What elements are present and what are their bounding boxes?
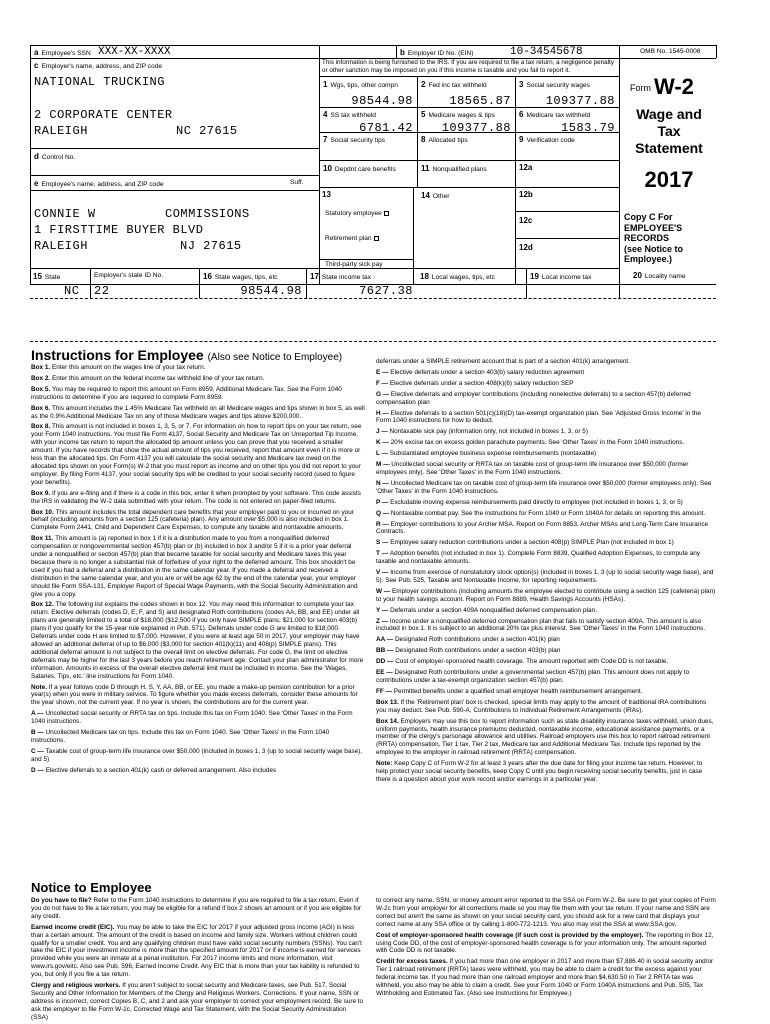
box6-label: 6 Medicare tax withheld [519,110,591,119]
box-d-label: d Control No. [34,152,76,161]
instruction-paragraph: S — Employee salary reduction contributions under a section 408(p) SIMPLE Plan (not included in box 1) [376,539,674,547]
instruction-paragraph: H — Elective deferrals to a section 501(c)(18)(D) tax-exempt organization plan. See 'Adjusted Gross Income' in the Form 1040 instructions for how to deduct. [376,409,701,425]
box12b-label: 12b [519,190,533,199]
instruction-paragraph: K — 20% excise tax on excess golden parachute payments. See 'Other Taxes' in the Form 1040 instructions. [376,439,685,447]
instruction-paragraph: DD — Cost of employer-sponsored health coverage. The amount reported with Code DD is not taxable. [376,658,669,666]
box3-label: 3 Social security wages [519,80,590,89]
tax-year: 2017 [644,167,694,192]
copy-c-notice: Copy C For EMPLOYEE'S RECORDS (see Notice to Employee.) [624,212,684,264]
notice-paragraph: Do you have to file? Refer to the Form 1040 instructions to determine if you are required to file a tax return. Even if you do not have to file a tax return, you may be eligible for a refund if box 2 shows an amount or if you are eligible for any credit. [31,897,362,920]
box4-value: 6781.42 [359,121,413,135]
box-c-label: c Employer's name, address, and ZIP code [34,61,163,70]
box7-label: 7 Social security tips [323,135,386,144]
instruction-paragraph: V — Income from exercise of nonstatutory stock option(s) (included in boxes 1, 3 (up to social security wage base), and 5). See Pub. 525, Taxable and Nontaxable Income, for reporting requirements. [376,569,714,584]
box19-label: 19 Local income tax [530,272,592,281]
instruction-paragraph: Box 12. The following list explains the codes shown in box 12. You may need this information to complete your tax return. Elective deferrals (codes D, E, F, and S) and designated Roth contributions (codes AA, BB, and EE) under all plans are generally limited to a total of $18,000 ($12,500 if you only have SIMPLE plans; $21,000 for section 403(b) plans if you qualify for the 15-year rule explained in Pub. 571). Deferrals under code G are limited to $18,000. Deferrals under code H are limited to $7,000. However, if you were at least age 50 in 2017, your employer may have allowed an additional deferral of up to $6,000 ($3,000 for section 401(k)(11) and 408(p) SIMPLE plans). This additional deferral amount is not subject to the overall limit on elective deferrals. For code G, the limit on elective deferrals may be higher for the last 3 years before you reach retirement age. Contact your plan administrator for more information. Amounts in excess of the overall elective deferral limit must be included in income. See the 'Wages, Salaries, Tips, etc.' line instructions for Form 1040. [31,601,364,680]
notice-title: Notice to Employee [31,880,152,895]
employer-state-zip: NC 27615 [176,124,238,138]
employee-state-zip: NJ 27615 [180,239,242,253]
state-id: 22 [94,284,110,298]
instruction-paragraph: Z — Income under a nonqualified deferred compensation plan that fails to satisfy section 409A. This amount is also included in box 1. It is subject to an additional 20% tax plus interest. See 'Other Taxes' in the Form 1040 instructions. [376,617,706,633]
box8-label: 8 Allocated tips [421,135,468,144]
instruction-paragraph: L — Substantiated employee business expense reimbursements (nontaxable) [376,450,597,458]
instruction-paragraph: C — Taxable cost of group-term life insurance over $50,000 (included in boxes 1, 3 (up to social security wage base), and 5) [31,747,363,763]
notice-left-column [31,897,365,1024]
instructions-left-column [31,364,365,778]
box17-value: 7627.38 [359,284,413,298]
instruction-paragraph: J — Nontaxable sick pay (information only, not included in boxes 1, 3, or 5) [376,428,588,436]
box12d-label: 12d [519,243,533,252]
box5-label: 5 Medicare wages & tips [421,110,495,119]
employer-ein: 10-34545678 [510,46,583,58]
box12a-label: 12a [519,163,533,172]
box1-label: 1 Wgs, tips, other compn [323,80,398,89]
box15-id-label: Employer's state ID No. [94,272,164,279]
instruction-paragraph: Box 2. Enter this amount on the federal income tax withheld line of your tax return. [31,374,265,382]
instruction-paragraph: BB — Designated Roth contributions under a section 403(b) plan [376,647,561,655]
instruction-paragraph: Y — Deferrals under a section 409A nonqualified deferred compensation plan. [376,606,597,614]
employee-address: 1 FIRSTTIME BUYER BLVD [34,223,204,237]
instruction-paragraph: T — Adoption benefits (not included in box 1). Complete Form 8839, Qualified Adoption Expenses, to compute any taxable and nontaxable amounts. [376,550,700,566]
instruction-paragraph: R — Employer contributions to your Archer MSA. Report on Form 8853, Archer MSAs and Long-Term Care Insurance Contracts. [376,520,709,536]
third-party-sick-pay-checkbox[interactable]: Third-party sick pay [325,261,383,268]
instruction-paragraph: Box 14. Employers may use this box to report information such as state disability insurance taxes withheld, union dues, uniform payments, health insurance premiums deducted, nontaxable income, educational assistance payments, or a member of the clergy's parsonage allowance and utilities. Railroad employers use this box to report railroad retirement (RRTA) compensation, Tier 1 tax, Tier 2 tax, Medicare tax and Additional Medicare Tax. Include tips reported by the employee to the employer in railroad retirement (RRTA) compensation. [376,717,714,757]
box9-label: 9 Verification code [519,135,575,144]
box11-label: 11 Nonqualified plans [421,164,487,173]
suff-label: Suff. [290,179,304,186]
box2-label: 2 Fed inc tax withheld [421,80,487,89]
box14-label: 14 Other [421,191,450,200]
instruction-paragraph: B — Uncollected Medicare tax on tips. Include this tax on Form 1040. See 'Other Taxes' in the Form 1040 instructions. [31,729,330,744]
box6-value: 1583.79 [561,121,615,135]
employee-company: COMMISSIONS [165,207,250,221]
instruction-paragraph: deferrals under a SIMPLE retirement account that is part of a section 401(k) arrangement. [376,358,630,365]
box18-label: 18 Local wages, tips, etc [420,272,495,281]
instructions-right-column [376,358,716,787]
omb-number: OMB No. 1545-0008 [640,48,701,55]
box12c-label: 12c [519,216,533,225]
notice-paragraph: Cost of employer-sponsored health coverage (if such cost is provided by the employer). The reporting in Box 12, using Code DD, of the cost of employer-sponsored health coverage is for your information only. The amount reported with Code DD is not taxable. [376,931,714,955]
box5-value: 109377.88 [441,121,511,135]
instruction-paragraph: AA — Designated Roth contributions under a section 401(k) plan [376,636,560,644]
box1-value: 98544.98 [351,94,413,108]
instruction-paragraph: N — Uncollected Medicare tax on taxable cost of group-term life insurance over $50,000 (former employees only). See 'Other Taxes' in the Form 1040 instructions. [376,479,712,495]
box-a-label: a Employee's SSN [34,48,91,57]
instruction-paragraph: Box 1. Enter this amount on the wages line of your tax return. [31,364,206,371]
notice-right-column [376,897,716,1001]
instruction-paragraph: P — Excludable moving expense reimbursements paid directly to employee (not included in boxes 1, 3, or 5) [376,498,683,506]
instruction-paragraph: W — Employer contributions (including amounts the employee elected to contribute using a section 125 (cafeteria) plan) to your health savings account. Report on Form 8889, Health Savings Accounts (HSAs). [376,587,716,603]
instruction-paragraph: Box 8. This amount is not included in boxes 1, 3, 5, or 7. For information on how to report tips on your tax return, see your Form 1040 instructions. You must file Form 4137, Social Security and Medicare Tax on Unreported Tip Income, with your income tax return to report the allocated tip amount unless you can prove that you received a smaller amount. If you have records that show the actual amount of tips you received, report that amount even if it is more or less than the allocated tips. On Form 4137 you will calculate the social security and Medicare tax owed on the allocated tips shown on your Form(s) W-2 that you must report as income and on other tips you did not report to your employer. By filing Form 4137, your social security tips will be credited to your social security record (used to figure your benefits). [31,423,362,486]
box17-label: 17 State income tax [310,272,372,281]
form-title: Wage and Tax Statement [635,106,703,156]
box16-value: 98544.98 [240,284,302,298]
instruction-paragraph: Box 6. This amount includes the 1.45% Medicare Tax withheld on all Medicare wages and tips shown in box 5, as well as the 0.9% Additional Medicare Tax on any of those Medicare wages and tips above $200,000. [31,404,365,420]
irs-notice: This information is being furnished to the IRS. If you are required to file a tax return, a negligence penalty or other sanction may be imposed on you if this income is taxable and you fail to report it. [322,59,614,74]
instruction-paragraph: D — Elective deferrals to a section 401(k) cash or deferred arrangement. Also includes [31,766,277,774]
instruction-paragraph: Box 9. If you are e-filing and if there is a code in this box, enter it when prompted by your software. This code assists the IRS in validating the W-2 data submitted with your return. The code is not entered on paper-filed returns. [31,489,361,505]
instructions-title: Instructions for Employee (Also see Notice to Employee) [31,347,343,363]
notice-paragraph: Credit for excess taxes. If you had more than one employer in 2017 and more than $7,886.40 in social security and/or Tier 1 railroad retirement (RRTA) taxes were withheld, you may be able to claim a credit for the excess against your federal income tax. If you had more than one railroad employer and more than $4,630.50 in Tier 2 RRTA tax was withheld, you also may be able to claim a credit. See your Form 1040 or Form 1040A instructions and Pub. 505, Tax Withholding and Estimated Tax. (Also see Instructions for Employee.) [376,958,714,997]
box-b-label: b Employer ID No. (EIN) [400,48,474,57]
instruction-paragraph: E — Elective deferrals under a section 403(b) salary reduction agreement [376,368,585,376]
instruction-paragraph: FF — Permitted benefits under a qualified small employer health reimbursement arrangement. [376,687,643,695]
instruction-paragraph: Note: Keep Copy C of Form W-2 for at least 3 years after the due date for filing your income tax return. However, to help protect your social security benefits, keep Copy C until you begin receiving social security benefits, just in case there is a question about your work record and/or earnings in a particular year. [376,760,703,783]
employer-city: RALEIGH [34,124,88,138]
instruction-paragraph: F — Elective deferrals under a section 408(k)(6) salary reduction SEP [376,379,574,387]
employee-name: CONNIE W [34,207,96,221]
box-e-label: e Employee's name, address, and ZIP code [34,179,164,188]
instruction-paragraph: A — Uncollected social security or RRTA tax on tips. Include this tax on Form 1040. See 'Other Taxes' in the Form 1040 instructions. [31,710,353,726]
box16-label: 16 State wages, tips, etc [203,272,278,281]
box2-value: 18565.87 [449,94,511,108]
instruction-paragraph: G — Elective deferrals and employer contributions (including nonelective deferrals) to a section 457(b) deferred compensation plan [376,390,691,406]
box10-label: 10 Depdnt care benefits [323,164,396,173]
form-name: W-2 [654,74,694,99]
instruction-paragraph: Box 5. You may be required to report this amount on Form 8959, Additional Medicare Tax. See the Form 1040 instructions to determine if you are required to complete Form 8959. [31,385,342,401]
employer-name: NATIONAL TRUCKING [34,75,165,89]
employee-city: RALEIGH [34,239,88,253]
state-code: NC [64,284,80,298]
notice-paragraph: Earned income credit (EIC). You may be able to take the EIC for 2017 if your adjusted gross income (AGI) is less than a certain amount. The amount of the credit is based on income and family size. Workers without children could qualify for a smaller credit. You and any qualifying children must have valid social security numbers (SSNs). You can't take the EIC if your investment income is more than the specified amount for 2017 or if income is earned for services provided while you were an inmate at a penal institution. For 2017 income limits and more information, visit www.irs.gov/eitc. Also see Pub. 596, Earned Income Credit. Any EIC that is more than your tax liability is refunded to you, but only if you file a tax return. [31,923,362,979]
box15-label: 15 State [33,272,61,281]
instruction-paragraph: Box 11. This amount is (a) reported in box 1 if it is a distribution made to you from a nonqualified deferred compensation or nongovernmental section 457(b) plan or (b) included in box 3 and/or 5 if it is a prior year deferral under a nonqualified or section 457(b) plan that became taxable for social security and Medicare taxes this year because there is no longer a substantial risk of forfeiture of your right to the deferred amount. This box shouldn't be used if you had a deferral and a distribution in the same calendar year. If you made a deferral and received a distribution in the same calendar year, and you are or will be age 62 by the end of the calendar year, your employer should file Form SSA-131, Employer Report of Special Wage Payments, with the Social Security Administration and give you a copy. [31,535,358,598]
instruction-paragraph: M — Uncollected social security or RRTA tax on taxable cost of group-term life insurance over $50,000 (former employees only). See 'Other Taxes' in the Form 1040 instructions. [376,461,689,476]
box3-value: 109377.88 [545,94,615,108]
statutory-employee-checkbox[interactable]: Statutory employee [325,210,389,217]
form-word: Form [630,83,651,93]
instruction-paragraph: Box 10. This amount includes the total dependent care benefits that your employer paid to you or incurred on your behalf (including amounts from a section 125 (cafeteria) plan). Any amount over $5,000 is also included in box 1. Complete Form 2441, Child and Dependent Care Expenses, to compute any taxable and nontaxable amounts. [31,508,354,532]
instruction-paragraph: EE — Designated Roth contributions under a governmental section 457(b) plan. This amount does not apply to contributions under a tax-exempt organization section 457(b) plan. [376,669,690,684]
notice-paragraph: to correct any name, SSN, or money amount error reported to the SSA on Form W-2. Be sure to get your copies of Form W-2c from your employer for all corrections made so you may file them with your tax return. If your name and SSN are correct but aren't the same as shown on your social security card, you should ask for a new card that displays your correct name at any SSA office or by calling 1-800-772-1213. You also may visit the SSA at www.SSA.gov. [376,897,716,928]
instruction-paragraph: Note. If a year follows code D through H, S, Y, AA, BB, or EE, you made a make-up pension contribution for a prior year(s) when you were in military service. To figure whether you made excess deferrals, consider these amounts for the year shown, not the current year. If no year is shown, the contributions are for the current year. [31,683,358,707]
box20-label: 20 Locality name [633,271,686,280]
employee-ssn: XXX-XX-XXXX [98,46,171,58]
employer-address: 2 CORPORATE CENTER [34,108,173,122]
box13-label: 13 [322,190,331,199]
box4-label: 4 SS tax withheld [323,110,376,119]
notice-paragraph: Clergy and religious workers. If you aren't subject to social security and Medicare taxes, see Pub. 517, Social Security and Other Information for Members of the Clergy and Religious Workers. Corrections. If your name, SSN or address is incorrect, correct Copies B, C, and 2 and ask your employer to correct your employment record. Be sure to ask the employer to file Form W-2c, Corrected Wage and Tax Statement, with the Social Security Administration (SSA) [31,982,364,1021]
retirement-plan-checkbox[interactable]: Retirement plan [325,235,379,242]
instruction-paragraph: Box 13. If the 'Retirement plan' box is checked, special limits may apply to the amount of traditional IRA contributions you may deduct. See Pub. 590-A, Contributions to Individual Retirement Arrangements (IRAs). [376,698,707,714]
instruction-paragraph: Q — Nontaxable combat pay. See the instructions for Form 1040 or Form 1040A for details on reporting this amount. [376,509,706,517]
